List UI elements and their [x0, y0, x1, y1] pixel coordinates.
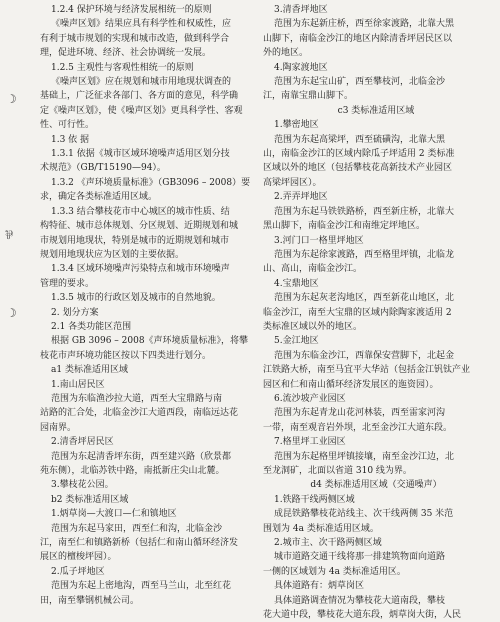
section-heading-line: 3.攀枝花公园。	[51, 480, 114, 491]
section-heading-line: 6.流沙坡产业园区	[274, 393, 346, 404]
paragraph-line: 1.3.5 城市的行政区划及城市的自然地貌。	[51, 293, 221, 304]
paragraph-line: 术规范》（GB/T15190—94）。	[40, 163, 166, 174]
paragraph-line: 一带，南至观音岩外坝，北至金沙江大道东段。	[263, 422, 453, 433]
paragraph-line: 范围为东临金沙江，西靠保安营脚下，北起金	[274, 350, 455, 361]
paragraph-line: 构特征、城市总体规划、分区规划、近期规划和城	[40, 221, 239, 232]
paragraph-line: 黑山脚下，南临金沙江和南维定坪地区。	[263, 221, 426, 232]
paragraph-line: 区域以外的地区（包括攀枝花高新技术产业园区	[263, 163, 453, 174]
section-heading-line: 2.城市主、次干路两侧区域	[274, 538, 382, 549]
margin-mark: ⅌	[5, 228, 13, 242]
paragraph-line: 1.3.2 《声环境质量标准》（GB3096 – 2008）要	[51, 177, 251, 188]
paragraph-line: 有利于城市规划的实现和城市改造，做到科学合	[40, 33, 230, 44]
paragraph-line: 围划为 4a 类标准适用区域。	[263, 523, 379, 534]
paragraph-line: 江，南至仁和镇路新桥（包括仁和南山循环经济发	[40, 538, 239, 549]
section-heading-line: 7.格里坪工业园区	[274, 437, 346, 448]
paragraph-line: 基础上，广泛征求各部门、各方面的意见，科学确	[40, 91, 239, 102]
paragraph-line: 求，确定各类标准适用区域。	[40, 192, 158, 203]
paragraph-line: 成昆铁路攀枝花站线主、次干线两侧 35 米范	[274, 509, 454, 520]
paragraph-line: 江，南靠宝鼎山脚下。	[263, 91, 354, 102]
paragraph-line: 山脚下，南临金沙江的地区内除清香坪居民区以	[263, 33, 453, 44]
section-heading-line: 2.1 各类功能区范围	[51, 321, 132, 332]
paragraph-line: 山、高山，南临金沙江。	[263, 264, 363, 275]
paragraph-line: 范围为东起清香坪东街，西至建兴路（欣景都	[51, 451, 232, 462]
paragraph-line: 范围为东起宝山矿，西至攀枝河，北临金沙	[274, 77, 446, 88]
paragraph-line: 园南界。	[40, 422, 77, 433]
section-heading-line: 1.2.4 保护环境与经济发展相统一的原则	[51, 5, 212, 15]
section-heading-line: 1.炳草岗—大渡口—仁和镇地区	[51, 509, 177, 520]
paragraph-line: 江铁路大桥，南至马宜平大华站（包括金江钒钛产业	[263, 365, 471, 376]
section-heading-line: 1.南山居民区	[51, 379, 105, 390]
section-heading-line: 3.清香坪地区	[274, 5, 328, 15]
section-heading-line: 2.弄弄坪地区	[274, 192, 328, 203]
paragraph-line: 1.3.4 区域环境噪声污染特点和城市环境噪声	[51, 264, 230, 275]
paragraph-line: 范围为东起上密地沟，西至马兰山，北至红花	[51, 581, 232, 592]
paragraph-line: 市规划用地现状，特别是城市的近期规划和城市	[40, 235, 230, 246]
paragraph-line: 性、可行性。	[40, 120, 95, 131]
section-heading-line: 3.河门口一格里坪地区	[274, 235, 364, 246]
paragraph-line: 《噪声区划》应在规划和城市用地现状调查的	[51, 77, 232, 88]
section-heading-line: 1.2.5 主观性与客观性相统一的原则	[51, 62, 194, 73]
paragraph-line: 1.3.3 结合攀枝花市中心城区的城市性质、结	[51, 206, 230, 217]
paragraph-line: 展区的檀梭坪园）。	[40, 552, 117, 563]
margin-mark: ☽	[6, 306, 17, 320]
paragraph-line: 具体道路调查情况为攀枝花大道南段，攀枝	[274, 595, 446, 606]
paragraph-line: 范围为东起马铁铁路桥，西至新庄桥，北靠大	[274, 206, 455, 217]
section-heading-line: 具体道路有：炳草岗区	[274, 581, 365, 592]
paragraph-line: 定《噪声区划》，使《噪声区划》更具科学性、客观	[40, 105, 243, 116]
paragraph-line: 临金沙江，南至大宝鼎的区域内除陶家渡适用 2	[263, 307, 452, 318]
paragraph-line: 高梁坪园区）。	[263, 177, 322, 188]
paragraph-line: 范围为东起青龙山花河林装，西至雷家河沟	[274, 408, 446, 419]
paragraph-line: 苑东侧），北临苏铁中路，南抵新庄尖山北麓。	[40, 466, 225, 476]
section-heading-line: 5.金江地区	[274, 336, 319, 347]
left-text-column	[40, 3, 255, 608]
section-heading-line: 4.陶家渡地区	[274, 62, 328, 73]
paragraph-line: 范围为东临渔沙拉大道，西至大宝鼎路与南	[51, 393, 223, 404]
paragraph-line: 规划用地现状应为区划的主要依据。	[40, 249, 185, 260]
paragraph-line: 范围为东起格里坪镇接壤，南至金沙江边，北	[274, 451, 455, 462]
paragraph-line: 枝花市声环境功能区按以下四类进行划分。	[40, 350, 212, 361]
section-heading-line: d4 类标准适用区域（交通噪声）	[310, 480, 442, 491]
section-heading-line: 4.宝鼎地区	[274, 278, 319, 289]
paragraph-line: 山，南临金沙江的区域内除瓜子坪适用 2 类标准	[263, 149, 455, 160]
paragraph-line: 外的地区。	[263, 48, 309, 59]
paragraph-line: 《噪声区划》结果应具有科学性和权威性，应	[51, 19, 232, 30]
paragraph-line: 范围为东起徐家渡路，西至格里坪镇，北临龙	[274, 249, 455, 260]
right-text-column	[263, 3, 489, 622]
paragraph-line: 类标准区域以外的地区。	[263, 321, 363, 332]
paragraph-line: 站路的汇合处，北临金沙江大道西段，南临远达花	[40, 408, 239, 419]
paragraph-line: 范围为东起灰老沟地区，西至新花山地区，北	[274, 293, 455, 304]
section-heading-line: c3 类标准适用区域	[337, 105, 415, 116]
paragraph-line: 范围为东起新庄桥，西至徐家渡路，北靠大黑	[274, 19, 455, 30]
section-heading-line: a1 类标准适用区域	[51, 365, 128, 376]
section-heading-line: 1.铁路干线两侧区域	[274, 494, 355, 505]
section-heading-line: b2 类标准适用区域	[51, 494, 129, 505]
paragraph-line: 田，南至攀钢机械公司。	[40, 595, 140, 606]
paragraph-line: 至龙洞矿，北面以省道 310 线为界。	[263, 466, 412, 476]
paragraph-line: 理，促进环境、经济、社会协调统一发展。	[40, 48, 212, 59]
margin-mark: ☽	[6, 92, 17, 106]
paragraph-line: 花大道中段，攀枝花大道东段，炳草岗大街，人民	[263, 610, 462, 621]
section-heading-line: 2.清香坪居民区	[51, 437, 114, 448]
paragraph-line: 一侧的区域划为 4a 类标准适用区。	[263, 566, 406, 577]
section-heading-line: 2. 划分方案	[51, 307, 99, 318]
paragraph-line: 根据 GB 3096 – 2008《声环境质量标准》，将攀	[51, 336, 249, 347]
section-heading-line: 1.攀密地区	[274, 120, 319, 131]
paragraph-line: 城市道路交通干线将那一排建筑物面向道路	[274, 552, 446, 563]
section-heading-line: 1.3 依 据	[51, 134, 90, 145]
paragraph-line: 管理的要求。	[40, 278, 95, 289]
paragraph-line: 范围为东起马家田，西至仁和沟，北临金沙	[51, 523, 223, 534]
paragraph-line: 范围为东起高梁坪，西至硫磺沟，北靠大黑	[274, 134, 446, 145]
paragraph-line: 1.3.1 依据《城市区域环境噪声适用区划分技	[51, 149, 230, 160]
paragraph-line: 园区和仁和南山循环经济发展区的迤资园）。	[263, 379, 439, 390]
section-heading-line: 2.瓜子坪地区	[51, 566, 105, 577]
